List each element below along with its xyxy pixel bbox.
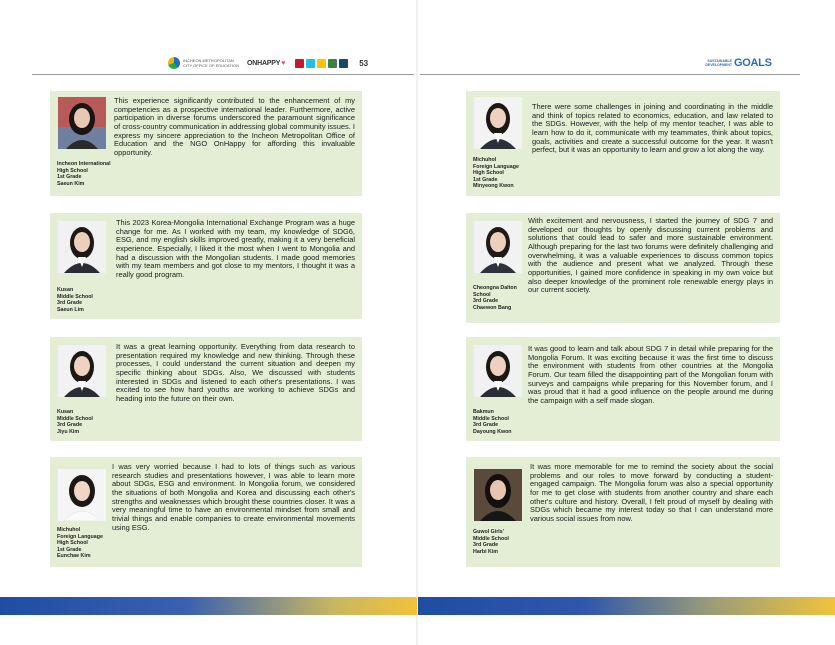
student-portrait-icon — [474, 345, 522, 397]
goals-logo-subtitle: SUSTAINABLE DEVELOPMENT — [705, 59, 732, 67]
student-photo — [474, 97, 522, 149]
student-name: Chaewon Bang — [473, 304, 512, 311]
school-name: Foreign Language — [473, 163, 519, 170]
school-name: Michuhol — [57, 527, 81, 533]
testimonial-text: This experience significantly contributed to the enhancement of my competencies as a prospective international leader. Furthermore, active participation in diverse forums underscored the paramount significance of cross-country communication in addressing global community issues. I express my sincere appreciation to the Incheon Metropolitan Office of Education and the NGO OnHappy for affording this invaluable opportunity. — [114, 96, 355, 157]
header-rule — [420, 74, 800, 75]
grade: 3rd Grade — [57, 422, 83, 429]
school-name: Bakmun — [473, 409, 494, 415]
footer-color-bar — [418, 597, 835, 615]
student-portrait-icon — [58, 345, 106, 397]
school-name: Kusan — [57, 287, 74, 293]
student-name: Dayoung Kwon — [473, 428, 512, 435]
footer-color-bar — [0, 597, 417, 615]
student-name: Jiyu Kim — [57, 428, 80, 435]
sdg-icon-row — [295, 59, 348, 68]
education-office-emblem-icon — [168, 57, 180, 69]
grade: 3rd Grade — [473, 542, 499, 549]
student-portrait-icon — [58, 221, 106, 273]
onhappy-name: ONHAPPY — [247, 59, 281, 67]
student-photo — [474, 345, 522, 397]
testimonial-card — [50, 91, 362, 196]
testimonial-text: I was very worried because I had to lots of things such as various research studies and presentations however, I was able to learn more about SDGs, ESG and environment. In Mongolia forum, we considered the situations of both Mongolia and Korea and discussing each other's strengths and weaknesses which brought these countries closer. It was a very meaningful time to have an environmental mindset from small and trivial things and enable companies to create environmental movements using ESG. — [112, 462, 355, 532]
student-caption — [57, 527, 103, 560]
student-name: Harbi Kim — [473, 548, 499, 555]
school-name: School — [473, 291, 491, 298]
school-name: Cheongna Dalton — [473, 285, 517, 291]
student-caption — [473, 285, 517, 311]
page-number: 53 — [359, 58, 369, 68]
grade: 3rd Grade — [57, 300, 83, 307]
student-caption — [473, 409, 512, 435]
student-photo — [474, 469, 522, 521]
student-portrait-icon — [58, 469, 106, 521]
sdg-tile-icon — [306, 59, 315, 68]
student-name: Saeun Kim — [57, 180, 85, 187]
school-name: Michuhol — [473, 157, 497, 163]
right-page — [418, 0, 835, 645]
heart-icon: ♥ — [281, 59, 286, 67]
sdg-tile-icon — [339, 59, 348, 68]
student-portrait-icon — [58, 97, 106, 149]
student-caption — [57, 409, 93, 435]
student-name: Minyeong Kwon — [473, 183, 514, 190]
grade: 3rd Grade — [473, 298, 499, 305]
school-name: Incheon International — [57, 161, 111, 167]
sdg-tile-icon — [295, 59, 304, 68]
sdg-tile-icon — [328, 59, 337, 68]
student-portrait-icon — [474, 469, 522, 521]
school-name: Kusan — [57, 409, 74, 415]
testimonial-card — [466, 91, 780, 196]
school-name: Middle School — [57, 415, 93, 422]
school-name: High School — [57, 540, 88, 547]
testimonial-card — [50, 457, 362, 567]
school-name: Guwol Girls' — [473, 529, 504, 535]
testimonial-card — [50, 213, 362, 319]
student-photo — [58, 97, 106, 149]
sdg-goals-logo — [698, 57, 772, 69]
onhappy-logo — [247, 60, 285, 67]
header-logos — [168, 54, 368, 72]
testimonial-text: It was more memorable for me to remind the society about the social problems and our roles to move forward by conducting a student-engaged campaign. The Mongolia forum was also a special opportunity for me to get close with students from another country and share each other's culture and history. Overall, I felt proud of myself by dealing with SDGs which became my interest today so that I can understand more various social issues from now. — [530, 462, 773, 523]
testimonial-text: It was good to learn and talk about SDG 7 in detail while preparing for the Mongolia Forum. It was exciting because it was the first time to discuss the environment with students from other countries at the Mongolia Forum. Our team filled the disappointing part of the Mongolian forum with surveys and campaigns while preparing for this November forum, and I was proud that it had a good influence on the people around me during the campaign with a self made slogan. — [528, 344, 773, 405]
education-office-name: INCHEON METROPOLITAN CITY OFFICE OF EDUCATION — [183, 58, 239, 68]
testimonial-card — [466, 457, 780, 567]
student-caption — [57, 161, 111, 187]
testimonial-text: It was a great learning opportunity. Everything from data research to presentation required my knowledge and new thinking. Through these processes, I could understand the current situation and deepen my specific thinking about SDGs. Also, We discussed with students interested in SDGs and listened to each other's presentations. I was excited to see how hard youths are working to achieve SDGs and heading into the future on their own. — [116, 342, 355, 403]
student-photo — [474, 221, 522, 273]
student-portrait-icon — [474, 221, 522, 273]
testimonial-text: This 2023 Korea-Mongolia International Exchange Program was a huge change for me. As I worked with my team, my knowledge of SDG6, ESG, and my english skills improved greatly, making it a very beneficial experience. Especially, I liked it the most when I went to Mongolia and had a discussion with the Mongolian students. I made good memories with my team members and got close to my mentors, I thought it was a really good program. — [116, 218, 355, 279]
student-photo — [58, 221, 106, 273]
student-name: Eunchae Kim — [57, 553, 91, 560]
left-page — [0, 0, 417, 645]
testimonial-card — [466, 213, 780, 323]
grade: 1st Grade — [57, 174, 82, 181]
school-name: Middle School — [473, 535, 509, 542]
education-office-logo — [168, 57, 243, 69]
school-name: Middle School — [57, 293, 93, 300]
student-portrait-icon — [474, 97, 522, 149]
grade: 1st Grade — [473, 176, 498, 183]
grade: 3rd Grade — [473, 422, 499, 429]
student-caption — [57, 287, 93, 313]
testimonial-text: There were some challenges in joining and coordinating in the middle and think of topics related to economics, education, and law related to the SDGs. However, with the help of my mentor teacher, I was able to learn how to do it, communicate with my teammates, think about topics, goals, activities and create a successful outcome for the year. It wasn't perfect, but it was an opportunity to learn and grow a lot along the way. — [532, 102, 773, 155]
student-photo — [58, 469, 106, 521]
sdg-tile-icon — [317, 59, 326, 68]
school-name: Middle School — [473, 415, 509, 422]
student-caption — [473, 529, 509, 555]
testimonial-text: With excitement and nervousness, I started the journey of SDG 7 and developed our thoughts by openly discussing current problems and solutions that could lead to safer and more sustainable environment. Although preparing for the last two forums were definitely challenging and overwhelming, it was a valuable experiences to discuss common topics with the audience and present what we analyzed. Through these opportunities, I gained more confidence in speaking in my own voice but also deeper knowledge of the prominent role renewable energy plays in our current society. — [528, 216, 773, 295]
school-name: High School — [473, 170, 504, 177]
testimonial-card — [50, 337, 362, 441]
student-name: Saeun Lim — [57, 306, 84, 313]
student-photo — [58, 345, 106, 397]
goals-logo-title: GOALS — [734, 57, 772, 69]
school-name: High School — [57, 167, 88, 174]
student-caption — [473, 157, 519, 190]
school-name: Foreign Language — [57, 533, 103, 540]
grade: 1st Grade — [57, 546, 82, 553]
header-rule — [32, 74, 414, 75]
testimonial-card — [466, 337, 780, 441]
